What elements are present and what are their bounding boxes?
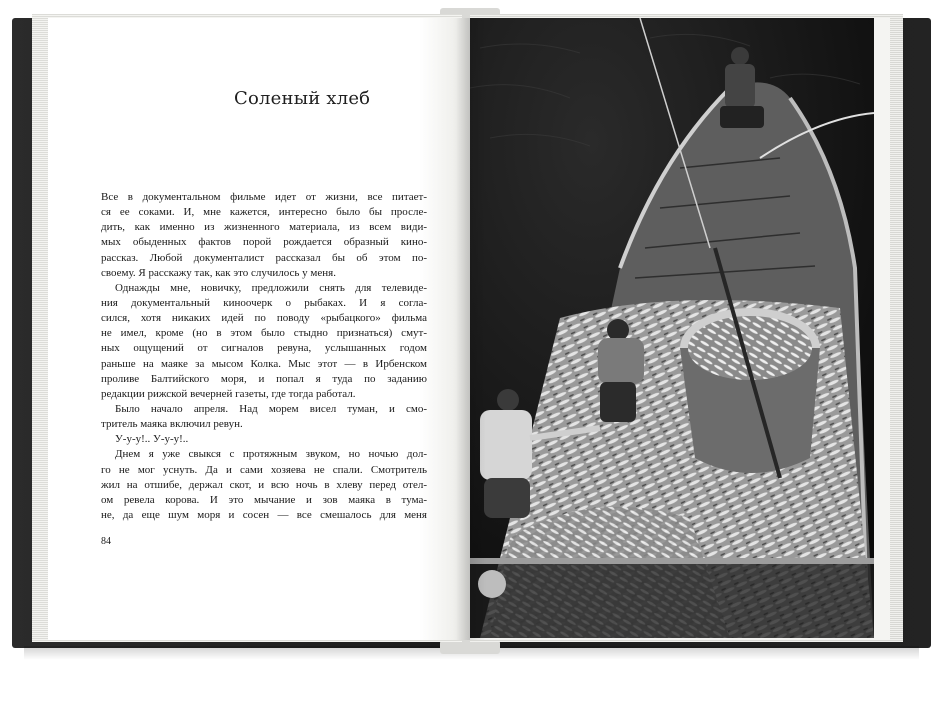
text-line: го не мог уснуть. Да и сами хозяева не спали. Смотритель — [101, 463, 427, 476]
text-line: сился, хотя никаких идей по поводу «рыбацкого» фильма — [101, 312, 427, 325]
text-line: ся ее соками. И, мне кажется, интересно было бы просле- — [101, 206, 427, 219]
text-line: Однажды мне, новичку, предложили снять для телевиде- — [115, 281, 427, 294]
text-line: своему. Я расскажу так, как это случилось у меня. — [101, 266, 336, 279]
text-line: проливе Балтийского моря, и попал я туда по заданию — [101, 372, 427, 385]
text-line: Все в документальном фильме идет от жизни, все питает- — [101, 191, 427, 203]
spine-tailband — [440, 640, 500, 654]
text-line: мых обыденных фактов порой рождается образный кино- — [101, 236, 427, 249]
boat-stern — [470, 558, 874, 638]
text-line: ом ревела корова. И это мычание и зов маяка в тума- — [101, 493, 427, 506]
buoy — [478, 570, 506, 598]
chapter-title: Соленый хлеб — [234, 88, 371, 109]
text-line: Днем я уже свыкся с протяжным звуком, но ночью дол- — [115, 448, 427, 461]
text-line: тритель маяка включил ревун. — [101, 418, 243, 431]
left-page — [48, 18, 470, 640]
text-line: раньше на маяке за мысом Колка. Мыс этот — в Ирбенском — [101, 357, 427, 370]
text-line: не имел, кроме (но в этом было стыдно признаться) смут- — [101, 327, 427, 340]
text-line: Было начало апреля. Над морем висел туман, и смо- — [115, 402, 427, 415]
text-line: ния документальный киноочерк о рыбаках. И я согла- — [101, 296, 427, 309]
page-number: 84 — [101, 536, 111, 547]
fishing-boat-photo — [470, 18, 874, 638]
text-line: жил на отшибе, держал скот, и всю ночь в хлеву перед отел- — [101, 478, 427, 491]
text-line: дить, как именно из жизненного материала, из всем види- — [101, 221, 427, 234]
body-text — [101, 190, 427, 523]
text-line: рассказ. Любой документалист рассказал бы об этом по- — [101, 251, 427, 264]
photo-drawing — [470, 18, 874, 638]
text-line: редакции рижской вечерней газеты, где тогда работал. — [101, 387, 356, 400]
text-line: не, да еще шум моря и сосен — все смешалось для меня — [101, 508, 427, 521]
stern-rail — [470, 558, 874, 564]
text-line: У-у-у!.. У-у-у!.. — [115, 433, 189, 446]
text-line: ных ощущений от сигналов ревуна, услышанных годом — [101, 342, 427, 355]
